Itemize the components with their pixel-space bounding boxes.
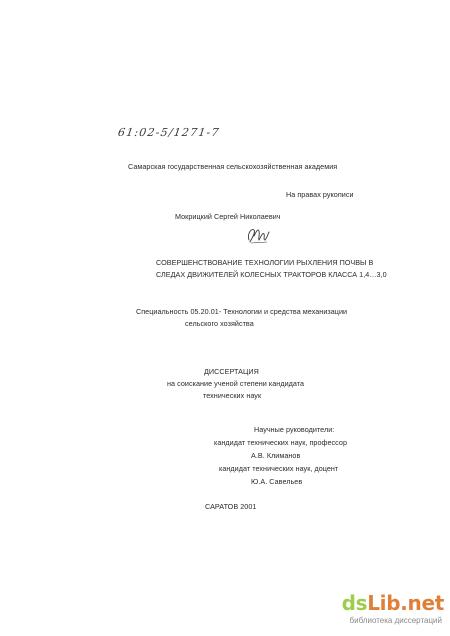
supervisor-1-degree: кандидат технических наук, профессор [214,438,347,447]
supervisor-1-name: А.В. Климанов [251,451,301,460]
supervisors-heading: Научные руководители: [254,425,335,434]
supervisor-2-degree: кандидат технических наук, доцент [219,464,339,473]
degree-line-1: на соискание ученой степени кандидата [167,379,305,388]
archive-code-handwritten: 61:02-5/1271-7 [117,126,221,139]
supervisor-2-name: Ю.А. Савельев [251,477,303,486]
degree-line-2: технических наук [203,391,262,400]
dslib-watermark [341,591,448,632]
dslib-subtitle: библиотека диссертаций [349,616,442,625]
title-line-1: СОВЕРШЕНСТВОВАНИЕ ТЕХНОЛОГИИ РЫХЛЕНИЯ ПОЧВЫ В [156,258,374,267]
title-line-2: СЛЕДАХ ДВИЖИТЕЛЕЙ КОЛЕСНЫХ ТРАКТОРОВ КЛАССА 1,4…3,0 [156,270,387,279]
dslib-logo: dsLib.net [341,591,444,615]
author-name: Мокрицкий Сергей Николаевич [175,212,281,221]
institution-name: Самарская государственная сельскохозяйственная академия [128,162,338,171]
specialty-line-1: Специальность 05.20.01- Технологии и средства механизации [136,307,348,316]
place-year: САРАТОВ 2001 [205,502,257,511]
author-signature-icon [245,222,271,248]
rights-note: На правах рукописи [286,190,354,199]
specialty-line-2: сельского хозяйства [185,319,254,328]
work-type: ДИССЕРТАЦИЯ [204,367,259,376]
